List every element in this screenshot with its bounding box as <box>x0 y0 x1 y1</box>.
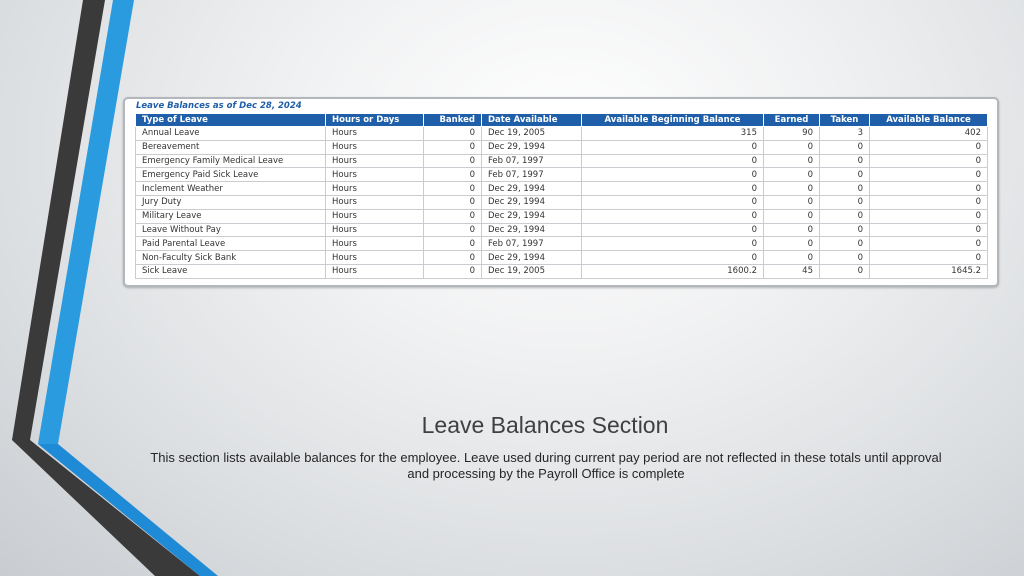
table-cell: Sick Leave <box>136 264 326 278</box>
table-cell: 0 <box>582 168 764 182</box>
table-cell: 0 <box>424 154 482 168</box>
table-cell: 0 <box>820 182 870 196</box>
table-cell: Military Leave <box>136 209 326 223</box>
table-cell: 0 <box>582 237 764 251</box>
table-row <box>136 195 988 209</box>
table-cell: 0 <box>820 251 870 265</box>
table-cell: Hours <box>326 168 424 182</box>
table-row <box>136 251 988 265</box>
table-cell: 45 <box>764 264 820 278</box>
table-cell: Emergency Family Medical Leave <box>136 154 326 168</box>
table-cell: Hours <box>326 251 424 265</box>
column-header: Banked <box>424 114 482 127</box>
table-cell: Hours <box>326 140 424 154</box>
table-cell: Feb 07, 1997 <box>482 237 582 251</box>
table-cell: 0 <box>424 140 482 154</box>
table-row <box>136 168 988 182</box>
table-cell: 0 <box>870 209 988 223</box>
table-cell: 0 <box>870 154 988 168</box>
table-cell: 0 <box>582 195 764 209</box>
table-row <box>136 154 988 168</box>
table-cell: Dec 29, 1994 <box>482 140 582 154</box>
slide-description: This section lists available balances for the employee. Leave used during current pay period are not reflected in these totals until approval and processing by the Payroll Office is complete <box>150 450 942 481</box>
table-cell: 0 <box>820 209 870 223</box>
table-cell: Hours <box>326 209 424 223</box>
table-row <box>136 140 988 154</box>
table-cell: Jury Duty <box>136 195 326 209</box>
table-cell: 0 <box>764 140 820 154</box>
table-cell: Dec 19, 2005 <box>482 127 582 141</box>
table-cell: 0 <box>582 182 764 196</box>
table-cell: 0 <box>820 168 870 182</box>
column-header: Type of Leave <box>136 114 326 127</box>
leave-balances-panel <box>123 97 999 287</box>
table-cell: 0 <box>870 140 988 154</box>
table-cell: 0 <box>764 209 820 223</box>
table-cell: Dec 29, 1994 <box>482 182 582 196</box>
table-cell: 0 <box>764 223 820 237</box>
table-cell: Hours <box>326 182 424 196</box>
table-cell: Hours <box>326 127 424 141</box>
leave-balances-caption: Leave Balances as of Dec 28, 2024 <box>136 101 302 111</box>
table-header-row <box>136 114 988 127</box>
table-cell: Dec 29, 1994 <box>482 223 582 237</box>
table-cell: Inclement Weather <box>136 182 326 196</box>
column-header: Date Available <box>482 114 582 127</box>
column-header: Hours or Days <box>326 114 424 127</box>
table-cell: Dec 29, 1994 <box>482 251 582 265</box>
table-cell: 0 <box>582 154 764 168</box>
table-cell: 0 <box>820 237 870 251</box>
table-cell: 0 <box>870 237 988 251</box>
table-cell: 0 <box>870 195 988 209</box>
table-cell: 0 <box>424 168 482 182</box>
slide-title: Leave Balances Section <box>421 412 669 438</box>
table-cell: 0 <box>820 195 870 209</box>
table-cell: 0 <box>764 168 820 182</box>
table-cell: 0 <box>764 195 820 209</box>
table-cell: Hours <box>326 223 424 237</box>
table-cell: Hours <box>326 195 424 209</box>
table-cell: Dec 29, 1994 <box>482 209 582 223</box>
table-cell: Annual Leave <box>136 127 326 141</box>
table-cell: Feb 07, 1997 <box>482 154 582 168</box>
table-cell: 90 <box>764 127 820 141</box>
table-cell: 0 <box>820 264 870 278</box>
table-cell: Leave Without Pay <box>136 223 326 237</box>
table-cell: 1645.2 <box>870 264 988 278</box>
table-cell: 0 <box>424 237 482 251</box>
table-cell: 0 <box>582 251 764 265</box>
table-row <box>136 264 988 278</box>
table-cell: 315 <box>582 127 764 141</box>
table-row <box>136 182 988 196</box>
leave-balances-table <box>135 113 988 279</box>
table-cell: 0 <box>582 223 764 237</box>
table-row <box>136 209 988 223</box>
table-cell: 0 <box>764 251 820 265</box>
table-cell: 0 <box>424 127 482 141</box>
table-cell: 0 <box>424 251 482 265</box>
table-cell: Emergency Paid Sick Leave <box>136 168 326 182</box>
table-cell: Dec 29, 1994 <box>482 195 582 209</box>
table-cell: 0 <box>424 264 482 278</box>
table-cell: 0 <box>424 223 482 237</box>
table-cell: 0 <box>870 251 988 265</box>
column-header: Taken <box>820 114 870 127</box>
table-cell: 1600.2 <box>582 264 764 278</box>
table-cell: 0 <box>582 140 764 154</box>
table-cell: 0 <box>764 237 820 251</box>
table-cell: Dec 19, 2005 <box>482 264 582 278</box>
column-header: Available Beginning Balance <box>582 114 764 127</box>
table-row <box>136 237 988 251</box>
table-cell: Hours <box>326 264 424 278</box>
column-header: Available Balance <box>870 114 988 127</box>
table-cell: 0 <box>424 182 482 196</box>
table-cell: Hours <box>326 237 424 251</box>
table-cell: 3 <box>820 127 870 141</box>
table-cell: 0 <box>582 209 764 223</box>
table-row <box>136 223 988 237</box>
table-cell: 0 <box>820 140 870 154</box>
table-cell: 0 <box>820 223 870 237</box>
table-cell: Paid Parental Leave <box>136 237 326 251</box>
table-cell: 402 <box>870 127 988 141</box>
table-cell: Non-Faculty Sick Bank <box>136 251 326 265</box>
table-cell: 0 <box>764 154 820 168</box>
table-row <box>136 127 988 141</box>
table-cell: 0 <box>424 209 482 223</box>
table-cell: Feb 07, 1997 <box>482 168 582 182</box>
table-cell: 0 <box>820 154 870 168</box>
table-cell: 0 <box>870 223 988 237</box>
table-cell: 0 <box>424 195 482 209</box>
table-cell: 0 <box>764 182 820 196</box>
column-header: Earned <box>764 114 820 127</box>
table-cell: 0 <box>870 168 988 182</box>
table-cell: Hours <box>326 154 424 168</box>
table-cell: Bereavement <box>136 140 326 154</box>
table-cell: 0 <box>870 182 988 196</box>
